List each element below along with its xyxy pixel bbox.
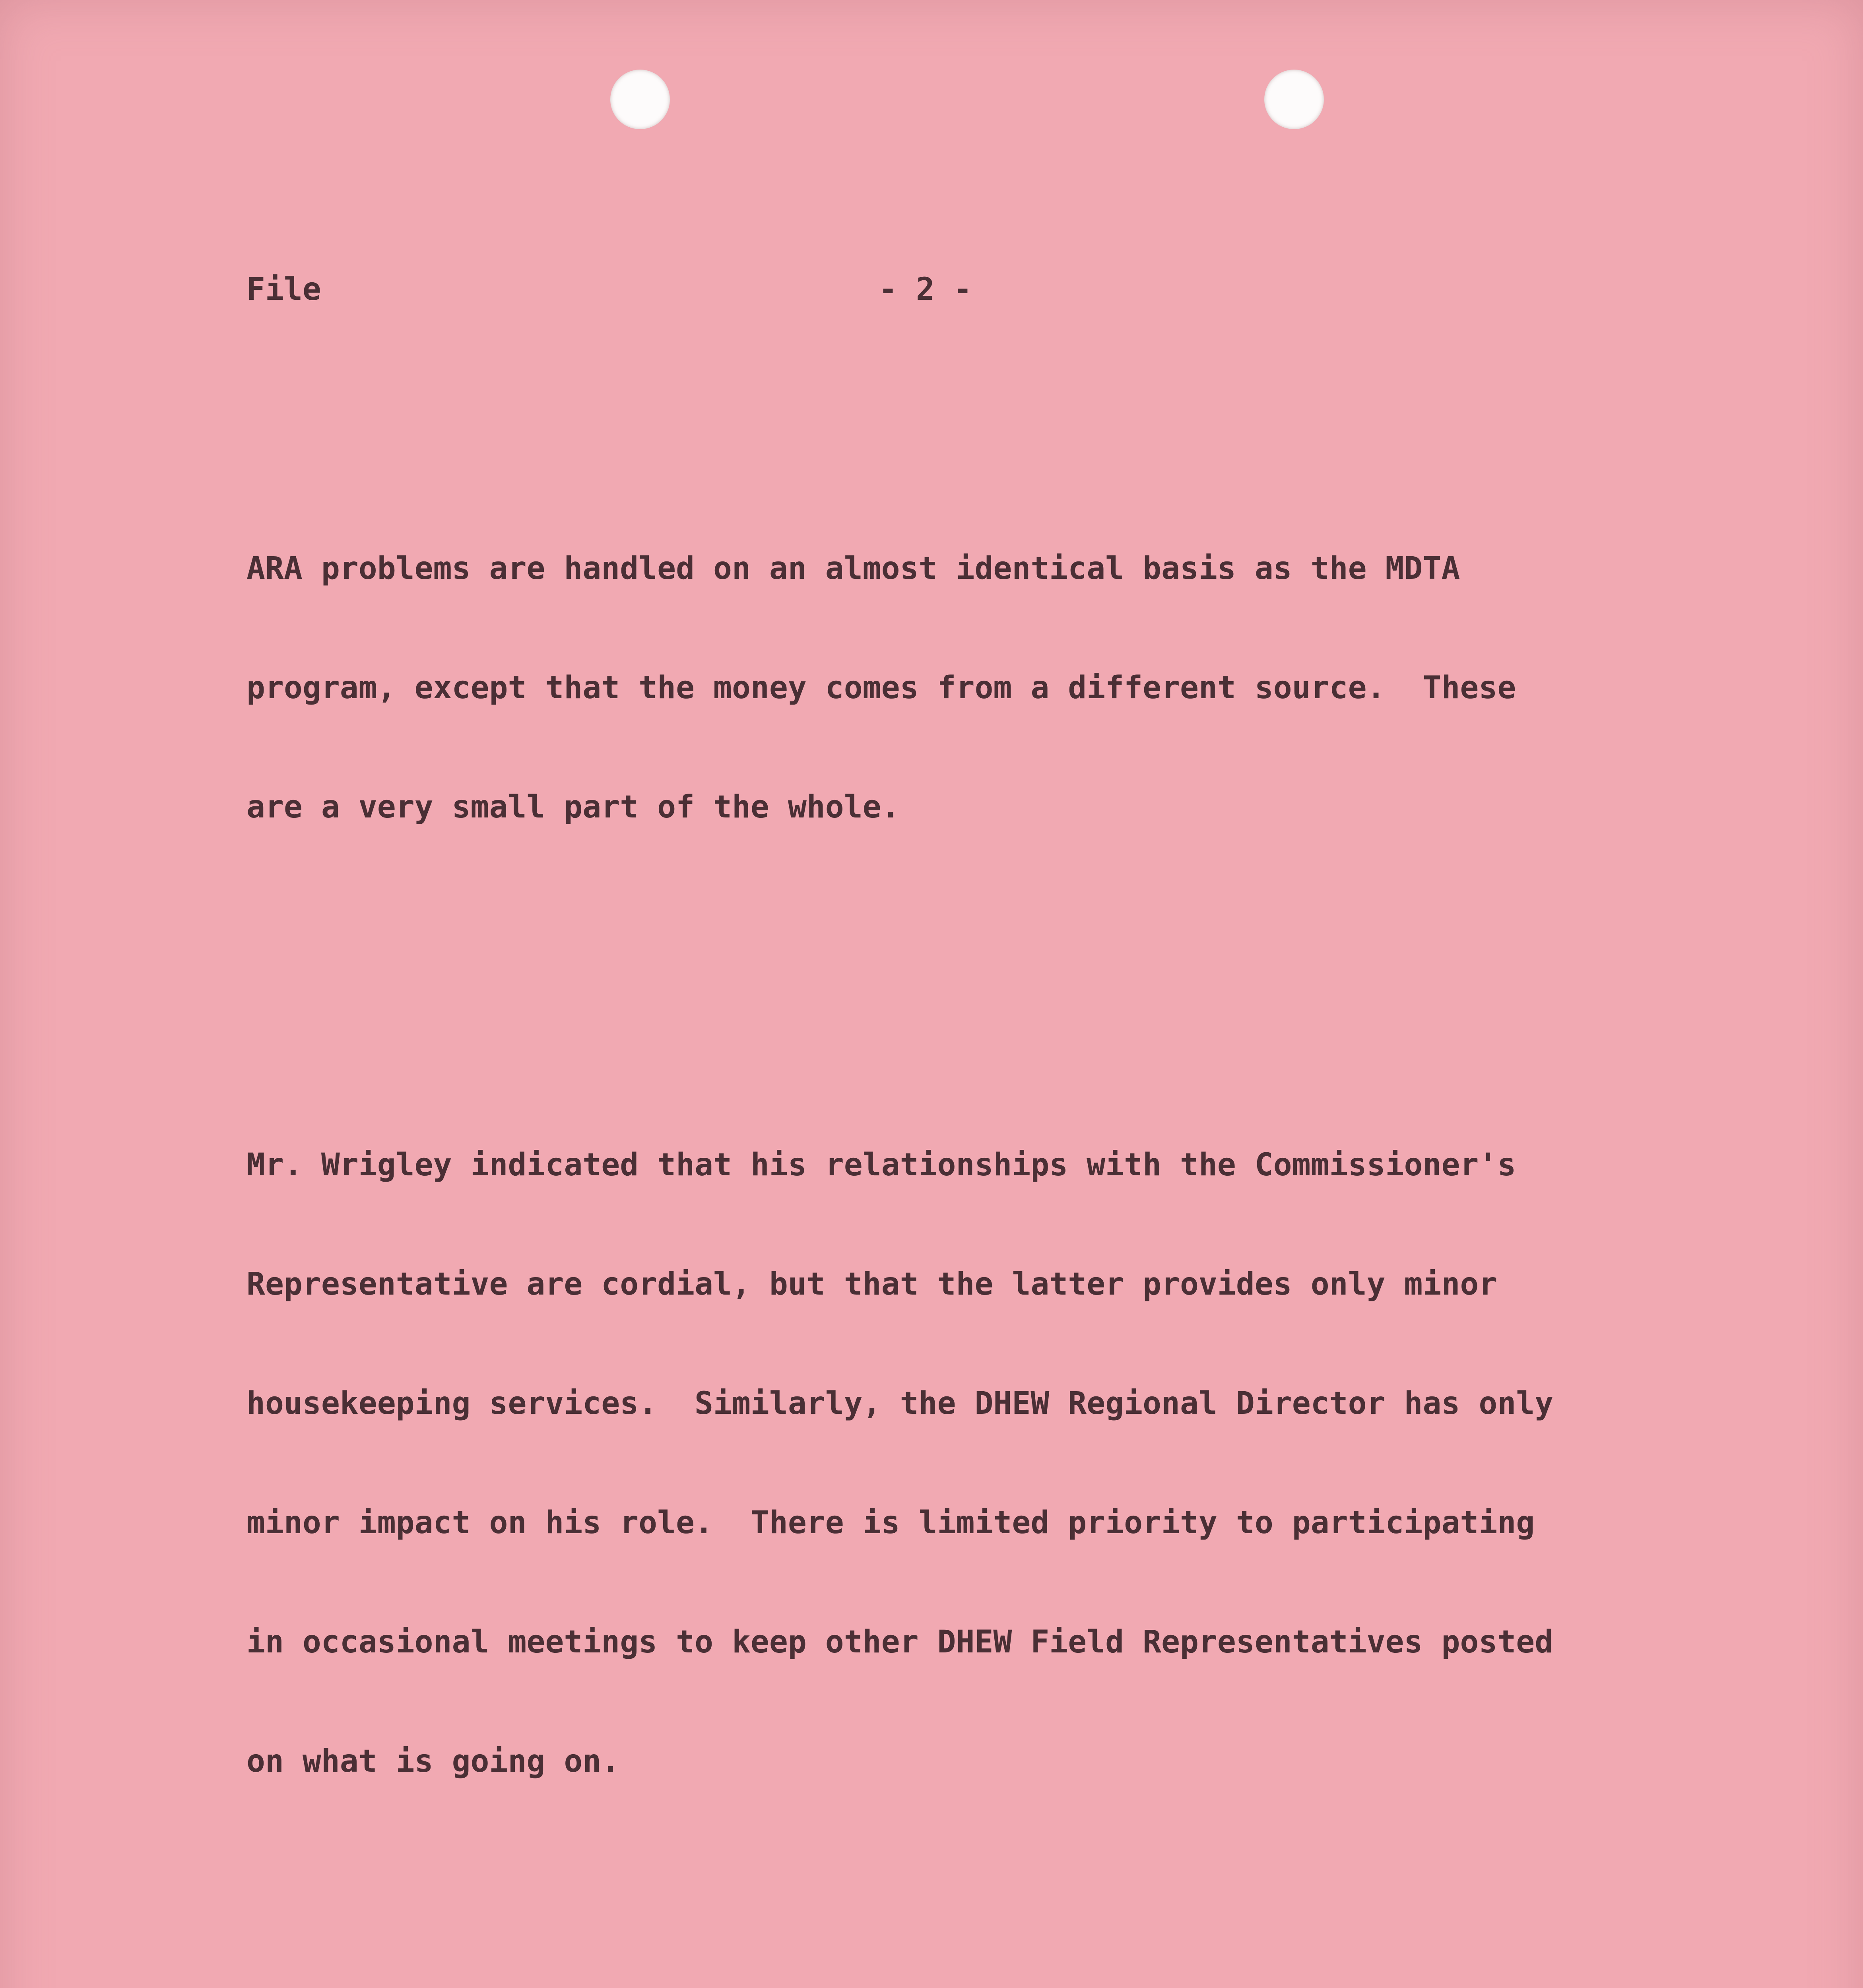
paragraph-line: minor impact on his role. There is limited priority to participating xyxy=(246,1505,1535,1541)
paragraph-line: program, except that the money comes from a different source. These xyxy=(246,670,1516,706)
paragraph-relationships xyxy=(246,1066,1725,1861)
paragraph-line: on what is going on. xyxy=(246,1743,620,1779)
punch-hole-left xyxy=(610,70,670,129)
paragraph-line: are a very small part of the whole. xyxy=(246,789,900,825)
paragraph-line: housekeeping services. Similarly, the DHEW Regional Director has only xyxy=(246,1386,1554,1421)
paragraph-line: in occasional meetings to keep other DHEW Field Representatives posted xyxy=(246,1624,1554,1660)
paragraph-line: ARA problems are handled on an almost identical basis as the MDTA xyxy=(246,551,1460,586)
file-label: File xyxy=(246,272,321,307)
paragraph-line: Mr. Wrigley indicated that his relationships with the Commissioner's xyxy=(246,1147,1516,1183)
paragraph-ara xyxy=(246,469,1725,907)
memo-body xyxy=(246,390,1725,1988)
punch-hole-right xyxy=(1264,70,1324,129)
page-number: - 2 - xyxy=(879,272,972,307)
paragraph-line: Representative are cordial, but that the latter provides only minor xyxy=(246,1266,1498,1302)
